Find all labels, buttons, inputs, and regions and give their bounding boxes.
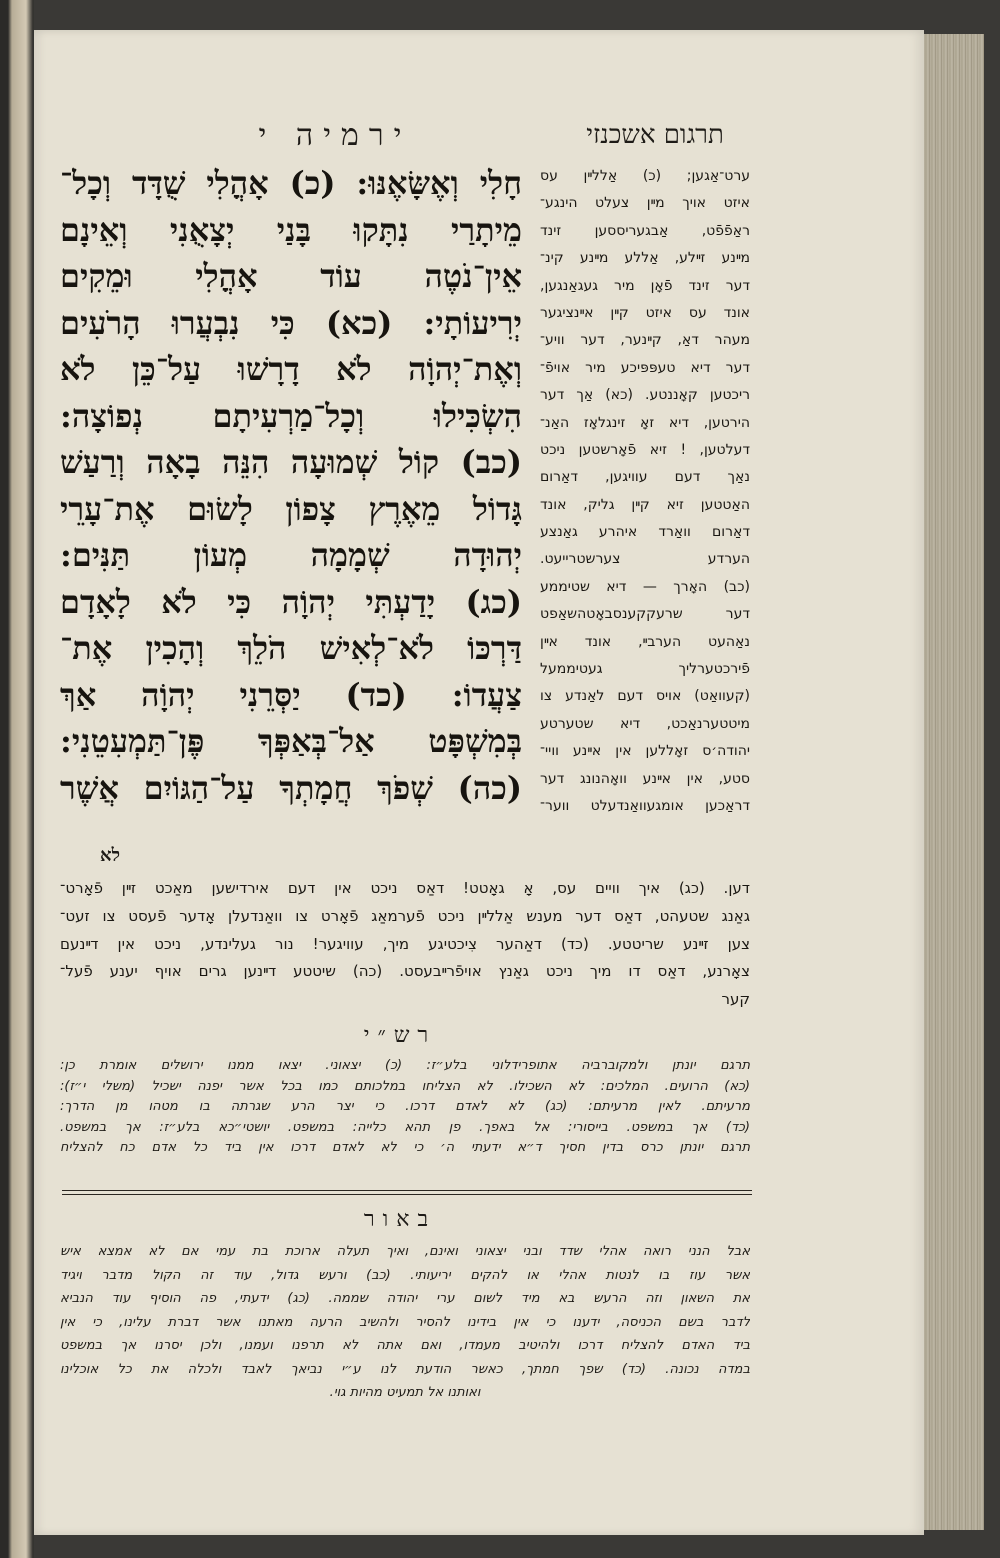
hebrew-line: דַּרְכּוֹ לֹא־לְאִישׁ הֹלֵךְ וְהָכִין אֶת־ bbox=[60, 629, 522, 667]
continuation-line: דען. (כג) איך וויים עס, אָ גאָטט! דאַס ניכט אין דעם אירדישען מאַכט זײן פֿאָרט־ bbox=[60, 879, 750, 897]
biur-line: את השאון וזה הרעש בא מיד לשום ערי יהודה שממה. (כג) ידעתי, פה הוסיף עוד הנביא bbox=[60, 1291, 750, 1306]
rashi-line: (כד) אך במשפט. בייסורי: אל באפך. פן תהא כלייה: במשפט. יושטי״כא בלע״ז: אך במשפט. bbox=[60, 1119, 750, 1135]
translation-line: נאַהעט הערבײ, אונד אײן bbox=[540, 633, 750, 650]
translation-line: דאַרום וואַרד איהרע גאַנצע bbox=[540, 524, 750, 541]
hebrew-line: אֵין־נֹטֶה עוֹד אָהֳלִי וּמֵקִים bbox=[60, 257, 522, 295]
hebrew-line: מֵיתָרַי נִתָּקוּ בָּנַי יְצָאֻנִי וְאֵינָם bbox=[60, 210, 522, 249]
biur-line: ואותנו אל תמעיט מהיות גוי. bbox=[329, 1385, 481, 1400]
hebrew-line: בְּמִשְׁפָּט אַל־בְּאַפְּךָ פֶּן־תַּמְעִטֵנִי: bbox=[60, 722, 522, 760]
hebrew-line: חָלִי וְאֶשָּׂאֶנּוּ: (כ) אָהֳלִי שֻׁדָּד וְכָל־ bbox=[60, 164, 522, 202]
section-divider bbox=[62, 1190, 752, 1196]
translation-line: דעלטען, ! זיא פֿאָרשטען ניכט bbox=[540, 441, 750, 458]
translation-continuation bbox=[60, 875, 750, 1035]
rashi-commentary bbox=[60, 1056, 750, 1182]
translation-line: סטע, אין אײנע וואָהנונג דער bbox=[540, 770, 750, 787]
page-edges bbox=[924, 34, 984, 1530]
hebrew-line: (כה) שְׁפֹךְ חֲמָתְךָ עַל־הַגּוֹיִם אֲשֶׁר bbox=[60, 768, 522, 807]
continuation-line: קער bbox=[721, 990, 750, 1009]
translation-line: דער דיא טעפּפּיכע מיר אויפֿ־ bbox=[540, 359, 750, 376]
hebrew-line: צַעֲדוֹ: (כד) יַסְּרֵנִי יְהוָֹה אַךְ bbox=[60, 675, 522, 714]
hebrew-text-column bbox=[60, 160, 522, 825]
translation-line: (כב) האָרך — דיא שטיממע bbox=[540, 578, 750, 595]
translation-line: מיטטערנאַכט, דיא שטערטע bbox=[540, 715, 750, 732]
translation-line: ערט־אַגען; (כ) אַללײן עס bbox=[540, 168, 750, 184]
rashi-line: (כא) הרועים. המלכים: לא השכילו. לא הצליחו במלכותם כמו בכל אשר יפנה ישכיל (משלי י״ז): bbox=[60, 1078, 750, 1094]
rashi-line: מרעיתם. לאין מרעיתם: (כג) לא לאדם דרכו. כי יצר הרע שגרתה בו מטהו מן הדרך: bbox=[60, 1099, 750, 1115]
translation-line: נאַך דעם עוויגען, דאַרום bbox=[540, 469, 750, 486]
translation-line: אונד עס איזט קײן אײנציגער bbox=[540, 304, 750, 321]
translation-line: הערדע צערשטרייעט. bbox=[540, 551, 750, 568]
biur-line: אשר עוז בו לנטות אהלי או להקים יריעותי. (כב) ורעש גדול, עוד זה הקול מדבר ויגיד bbox=[60, 1267, 750, 1283]
rashi-line: תרגם יונתן ולמקוברביה אתופרידלוני בלע״ז: (כ) יצאוני. יצאו ממנו ירושלים אומרת כן: bbox=[60, 1058, 750, 1073]
translation-line: מעהר דאַ, קײנער, דער וויע־ bbox=[540, 332, 750, 349]
running-header-translation: תרגום אשכנזי bbox=[586, 120, 724, 150]
hebrew-line: (כג) יָדַעְתִּי יְהוָֹה כִּי לֹא לָאָדָם bbox=[60, 582, 522, 621]
hebrew-line: (כב) קוֹל שְׁמוּעָה הִנֵּה בָאָה וְרַעַשׁ bbox=[60, 443, 522, 481]
hebrew-line: גָּדוֹל מֵאֶרֶץ צָפוֹן לָשׂוּם אֶת־עָרֵי bbox=[60, 489, 522, 528]
continuation-line: צאָרנע, דאַס דו מיך ניכט גאַנץ אויפֿרײבעסט. (כה) שיטטע דײנען גרים אויף יענע פֿעל־ bbox=[60, 962, 750, 981]
translation-column bbox=[540, 163, 750, 873]
translation-line: (קעוואַט) אויס דעם לאַנדע צו bbox=[540, 688, 750, 705]
biur-line: ביד האדם להצליח דרכו ולהיטיב מעמדו, ואם אתה לא תרפנו ועמנו, ולכן יסרנו אך במשפט bbox=[60, 1338, 750, 1353]
rashi-heading: רש״י bbox=[363, 1023, 437, 1048]
translation-line: מײנע זײלע, אַללע מײנע קינ־ bbox=[540, 250, 750, 267]
translation-line: ראַפֿפֿט, אַבגעריססען זינד bbox=[540, 222, 750, 239]
running-header-book: ירמיה י bbox=[258, 118, 412, 153]
rashi-line: תרגם יונתן כרס בדין חסיך ד״א ידעתי ה׳ כי לא לאדם דרכו אין ביד כל אדם כח להצליח bbox=[60, 1140, 750, 1156]
biur-heading: באור bbox=[363, 1207, 437, 1232]
translation-line: פֿירכטערליך געטיממעל bbox=[540, 661, 750, 678]
biur-line: לדבר בשם הכניסה, ידענו כי אין בידינו להסיר ולהשיב הרעה מאתנו אשר דברת עלינו, כי אין bbox=[60, 1314, 750, 1330]
continuation-line: גאַנג שטעהט, דאַס דער מענש אַללײן ניכט פֿערמאַג פֿאָרט צו וואַנדעלן אָדער פֿעסט צו זעט־ bbox=[60, 906, 750, 925]
catchword: לא bbox=[100, 845, 120, 866]
hebrew-line: יְרִיעוֹתָי: (כא) כִּי נִבְעֲרוּ הָרֹעִים bbox=[60, 303, 522, 342]
biur-line: במדה נכונה. (כד) שפך חמתך, כאשר הודעת לנו ע״י נביאך לאבד ולכלה את כל אוכלינו bbox=[60, 1361, 750, 1377]
translation-line: דער זינד פֿאָן מיר געגאַנגען, bbox=[540, 277, 750, 294]
continuation-line: צען זײנע שריטטע. (כד) דאַהער צִיכטיגע מיך, עוויגער! נור געלינדע, ניכט אין דײנעם bbox=[60, 934, 750, 953]
translation-line: איזט אויך מײן צעלט הינגע־ bbox=[540, 195, 750, 212]
hebrew-line: הִשְׂכִּילוּ וְכָל־מַרְעִיתָם נְפוֹצָה: bbox=[60, 396, 522, 435]
biur-line: אבל הנני רואה אהלי שדד ובני יצאוני ואינם, ואיך תעלה ארוכת בת עמי אם לא אמצא איש bbox=[60, 1244, 750, 1259]
hebrew-line: יְהוּדָה שְׁמָמָה מְעוֹן תַּנִּים: bbox=[60, 536, 522, 574]
hebrew-line: וְאֶת־יְהוָֹה לֹא דָרָשׁוּ עַל־כֵּן לֹא bbox=[60, 350, 522, 388]
translation-line: דער שרעקקענסבאָטהשאַפט bbox=[540, 606, 750, 623]
translation-line: יהודה׳ס זאָללען אין אײנע וויי־ bbox=[540, 743, 750, 760]
translation-line: האַטטען זיא קײן גליק, אונד bbox=[540, 496, 750, 513]
translation-line: דראַכען אומגעוואַנדעלט ווער־ bbox=[540, 797, 750, 814]
translation-line: ריכטען קאָננטע. (כא) אַך דער bbox=[540, 387, 750, 404]
translation-line: הירטען, דיא זאָ זינגלאָז האַנ־ bbox=[540, 414, 750, 431]
biur-commentary bbox=[60, 1240, 750, 1410]
